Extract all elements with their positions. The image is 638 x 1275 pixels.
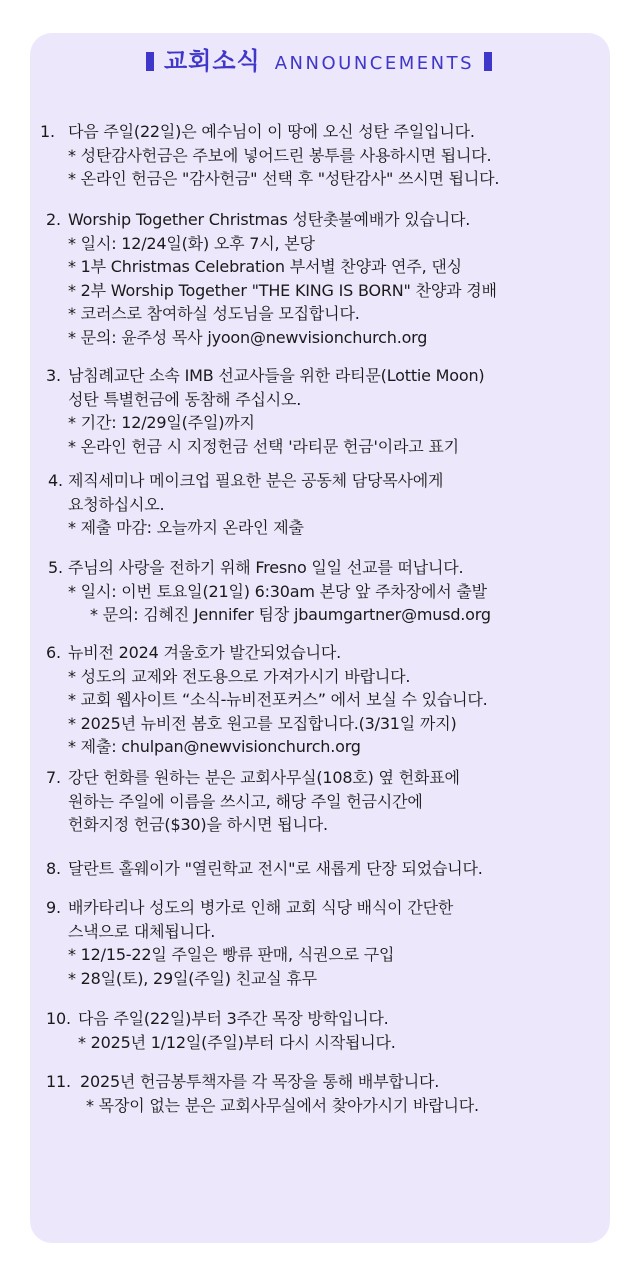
item-text: Worship Together Christmas 성탄촛불예배가 있습니다. [68, 210, 471, 229]
item-number: 3. [46, 366, 61, 385]
item-note: * 28일(토), 29일(주일) 친교실 휴무 [68, 968, 317, 988]
announcement-item-1 [40, 120, 610, 191]
item-note: * 온라인 헌금 시 지정헌금 선택 '라티문 헌금'이라고 표기 [68, 436, 459, 456]
item-text: 다음 주일(22일)은 예수님이 이 땅에 오신 성탄 주일입니다. [68, 122, 475, 141]
item-number: 4. [48, 471, 63, 490]
header-title-english: ANNOUNCEMENTS [274, 53, 475, 74]
item-text: 배카타리나 성도의 병가로 인해 교회 식당 배식이 간단한 [68, 898, 454, 917]
item-note: * 성도의 교제와 전도용으로 가져가시기 바랍니다. [68, 666, 411, 686]
item-note: * 성탄감사헌금은 주보에 넣어드린 봉투를 사용하시면 됩니다. [68, 145, 492, 165]
item-note: * 목장이 없는 분은 교회사무실에서 찾아가시기 바랍니다. [86, 1095, 479, 1115]
item-text: 요청하십시오. [68, 494, 165, 514]
header-title-korean: 교회소식 [163, 47, 261, 75]
announcement-item-8 [46, 857, 606, 881]
item-text: 스낵으로 대체됩니다. [68, 921, 216, 941]
announcement-item-4 [48, 469, 608, 540]
item-text: 성탄 특별헌금에 동참해 주십시오. [68, 389, 302, 409]
item-number: 2. [46, 210, 61, 229]
announcement-item-11 [46, 1070, 606, 1117]
item-note: * 일시: 12/24일(화) 오후 7시, 본당 [68, 233, 315, 253]
announcement-item-2 [46, 208, 606, 349]
item-number: 10. [46, 1009, 71, 1028]
item-text: 강단 헌화를 원하는 분은 교회사무실(108호) 옆 헌화표에 [68, 768, 460, 787]
announcement-item-5 [48, 556, 608, 627]
item-number: 1. [40, 122, 55, 141]
item-note: * 1부 Christmas Celebration 부서별 찬양과 연주, 댄싱 [68, 257, 462, 276]
announcement-item-6 [46, 641, 606, 759]
announcement-item-10 [46, 1007, 606, 1054]
item-note: * 온라인 헌금은 "감사헌금" 선택 후 "성탄감사" 쓰시면 됩니다. [68, 169, 500, 188]
item-number: 7. [46, 768, 61, 787]
item-note: * 코러스로 참여하실 성도님을 모집합니다. [68, 304, 360, 323]
item-number: 8. [46, 859, 61, 878]
item-text: 남침례교단 소속 IMB 선교사들을 위한 라티문(Lottie Moon) [68, 366, 485, 385]
item-note: * 12/15-22일 주일은 빵류 판매, 식권으로 구입 [68, 945, 395, 964]
item-note: * 2025년 1/12일(주일)부터 다시 시작됩니다. [78, 1032, 396, 1052]
item-text: 2025년 헌금봉투책자를 각 목장을 통해 배부합니다. [80, 1072, 440, 1091]
item-text: 뉴비전 2024 겨울호가 발간되었습니다. [68, 643, 342, 662]
item-number: 9. [46, 898, 61, 917]
item-text: 달란트 홀웨이가 "열린학교 전시"로 새롭게 단장 되었습니다. [68, 859, 483, 878]
item-note: * 문의: 윤주성 목사 jyoon@newvisionchurch.org [68, 327, 428, 347]
announcement-item-7 [46, 766, 606, 837]
announcement-item-9 [46, 896, 606, 990]
item-note: * 2025년 뉴비전 봄호 원고를 모집합니다.(3/31일 까지) [68, 713, 457, 733]
announcements-header [0, 44, 638, 81]
header-left-bar [146, 52, 154, 71]
item-note: * 제출: chulpan@newvisionchurch.org [68, 737, 361, 756]
item-note: * 제출 마감: 오늘까지 온라인 제출 [68, 518, 304, 537]
item-text: 헌화지정 헌금($30)을 하시면 됩니다. [68, 815, 328, 834]
announcement-item-3 [46, 364, 606, 458]
item-note: * 2부 Worship Together "THE KING IS BORN" 찬양과 경배 [68, 280, 497, 300]
header-right-bar [484, 52, 492, 71]
item-note: * 교회 웹사이트 “소식-뉴비전포커스” 에서 보실 수 있습니다. [68, 690, 488, 709]
item-note: * 기간: 12/29일(주일)까지 [68, 413, 255, 432]
item-text: 원하는 주일에 이름을 쓰시고, 해당 주일 헌금시간에 [68, 791, 423, 811]
item-number: 6. [46, 643, 61, 662]
item-number: 5. [48, 558, 63, 577]
item-note: * 문의: 김혜진 Jennifer 팀장 jbaumgartner@musd.org [90, 605, 491, 624]
item-text: 제직세미나 메이크업 필요한 분은 공동체 담당목사에게 [68, 471, 444, 490]
item-note: * 일시: 이번 토요일(21일) 6:30am 본당 앞 주차장에서 출발 [68, 581, 487, 601]
item-text: 다음 주일(22일)부터 3주간 목장 방학입니다. [78, 1009, 389, 1028]
item-text: 주님의 사랑을 전하기 위해 Fresno 일일 선교를 떠납니다. [68, 558, 464, 577]
item-number: 11. [46, 1072, 71, 1091]
